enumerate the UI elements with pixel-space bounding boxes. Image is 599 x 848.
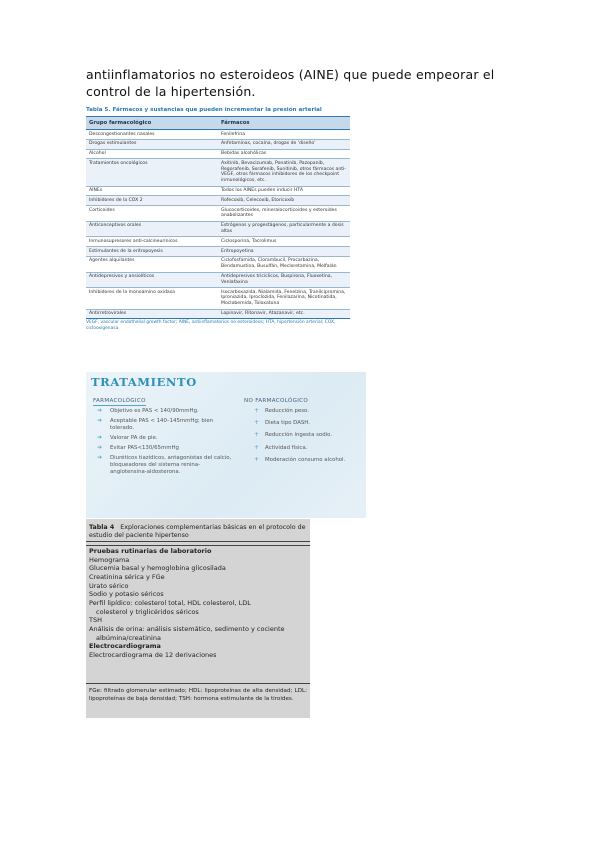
drugs-cell: Antidepresivos tricíclicos, Buspirona, Fluoxetina, Venlafaxina [218, 272, 350, 288]
list-item [94, 445, 234, 452]
drugs-cell: Isocarboxazida, Nialamida, Fenelzina, Tranilcipromina, Iproniazida, Iproclozida, Fenilazarina, Nicotinatida, Moclobemida, Toloxatona [218, 288, 350, 309]
divider [86, 683, 310, 684]
group-cell: Agentes alquilantes [86, 256, 218, 272]
drugs-cell: Ciclofosfamida, Clorambucil, Procarbazina, Bendamustina, Busulfán, Mecloretamina, Melfalán [218, 256, 350, 272]
drugs-cell: Estrógenos y progestágenos, particularmente a dosis altas [218, 221, 350, 237]
treatment-title: TRATAMIENTO [91, 375, 197, 389]
list-item-text: Moderación consumo alcohol. [265, 456, 346, 463]
exams-table-footnote: FGe: filtrado glomerular estimado; HDL: lipoproteínas de alta densidad; LDL: lipoproteínas de baja densidad; TSH: hormona estimulante de la tiroides. [89, 688, 307, 702]
pharmacological-heading: FARMACOLÓGICO [93, 398, 146, 404]
table-row [86, 196, 350, 206]
drugs-cell: Anfetaminas, cocaína, drogas de 'diseño' [218, 139, 350, 149]
plus-bullet-icon: + [254, 443, 260, 451]
non-pharmacological-list [254, 408, 364, 469]
list-item-text: Evitar PAS<130/65mmHg [110, 445, 179, 452]
list-item-text: Aceptable PAS < 140–145mmHg; bien tolerado. [110, 418, 214, 431]
list-item [254, 420, 364, 427]
pharmacological-list [94, 408, 234, 479]
drug-table-header-group: Grupo farmacológico [86, 117, 218, 130]
group-cell: Inhibidores de la COX 2 [86, 196, 218, 206]
arrow-bullet-icon: ➔ [97, 417, 103, 425]
list-item [94, 435, 234, 442]
exams-table-label: Tabla 4 [89, 524, 115, 531]
table-row [86, 186, 350, 196]
exams-table-body [89, 547, 307, 660]
list-item: TSH [89, 616, 102, 625]
drugs-cell: Rofecoxib, Celecoxib, Etoricoxib [218, 196, 350, 206]
list-item-text: Actividad física. [265, 444, 308, 451]
treatment-panel [86, 372, 366, 518]
list-item [254, 457, 364, 464]
table-row [86, 288, 350, 309]
drug-table-footnote: VEGF, vascular endothelial growth factor; AINE, antiinflamatorios no esteroideos; HTA, hipertensión arterial; COX, ciclooxigenasa. [86, 320, 336, 332]
group-cell: Corticoides [86, 206, 218, 222]
list-item: albúmina/creatinina [96, 633, 161, 642]
list-item-text: Objetivo es PAS < 140/90mmHg. [110, 408, 199, 414]
group-cell: Inmunosupresores anti-calcineurínicos [86, 237, 218, 247]
table-row [86, 256, 350, 272]
section-heading: Electrocardiograma [89, 642, 161, 651]
group-cell: Estimulantes de la eritropoyesis [86, 247, 218, 257]
table-row [86, 221, 350, 237]
list-item [254, 432, 364, 439]
list-item-text: Dieta tipo DASH. [265, 420, 310, 427]
group-cell: Antidepresivos y ansiolíticos [86, 272, 218, 288]
table-row [86, 130, 350, 140]
table-row [86, 159, 350, 186]
group-cell: Descongestionantes nasales [86, 130, 218, 140]
divider [86, 541, 310, 542]
drugs-cell: Glucocorticoides, mineralocorticoides y esteroides anabolizantes [218, 206, 350, 222]
arrow-bullet-icon: ➔ [97, 454, 103, 462]
exams-table-caption [89, 524, 307, 540]
intro-paragraph: antiinflamatorios no esteroideos (AINE) que puede empeorar el control de la hipertensión. [86, 67, 495, 99]
plus-bullet-icon: + [254, 419, 260, 427]
arrow-bullet-icon: ➔ [97, 407, 103, 414]
plus-bullet-icon: + [254, 431, 260, 439]
drugs-cell: Lopinavir, Ritonavir, Atazanavir, etc. [218, 309, 350, 319]
drugs-cell: Eritropoyetina [218, 247, 350, 257]
divider [86, 545, 310, 546]
arrow-bullet-icon: ➔ [97, 444, 103, 452]
drugs-cell: Todos los AINEs pueden inducir HTA [218, 186, 350, 196]
list-item: Hemograma [89, 555, 130, 564]
list-item-text: Diuréticos tiazídicos, antagonistas del calcio, bloqueadores del sistema renina-angiotensina-aldosterona. [110, 455, 232, 475]
list-item [94, 408, 234, 415]
list-item: Glucemia basal y hemoglobina glicosilada [89, 564, 226, 573]
list-item [254, 445, 364, 452]
list-item [254, 408, 364, 415]
group-cell: Drogas estimulantes [86, 139, 218, 149]
table-row [86, 309, 350, 319]
table-row [86, 139, 350, 149]
group-cell: Inhibidores de la monoamino oxidasa [86, 288, 218, 309]
plus-bullet-icon: + [254, 455, 260, 463]
list-item: Perfil lipídico: colesterol total, HDL colesterol, LDL [89, 598, 251, 607]
drug-table [86, 104, 350, 332]
drugs-cell: Bebidas alcohólicas [218, 149, 350, 159]
group-cell: Antirretrovirales [86, 309, 218, 319]
list-item: Sodio y potasio séricos [89, 590, 164, 599]
list-item: Creatinina sérica y FGe [89, 572, 165, 581]
group-cell: Alcohol [86, 149, 218, 159]
list-item-text: Reducción ingesta sodio. [265, 432, 333, 439]
drugs-cell: Ciclosporina, Tacrolimus [218, 237, 350, 247]
list-item-text: Reducción peso. [265, 408, 309, 414]
list-item: Análisis de orina: análisis sistemático, sedimento y cociente [89, 624, 285, 633]
drug-table-caption: Tabla 5. Fármacos y sustancias que pueden incrementar la presión arterial [86, 107, 322, 113]
table-row [86, 272, 350, 288]
table-row [86, 206, 350, 222]
table-row [86, 149, 350, 159]
table-row [86, 247, 350, 257]
drug-table-header-drugs: Fármacos [218, 117, 350, 130]
list-item [94, 418, 234, 431]
list-item: colesterol y triglicéridos séricos [96, 607, 199, 616]
list-item [94, 455, 234, 475]
drug-table-grid [86, 116, 350, 319]
exams-table [86, 519, 310, 718]
list-item-text: Valorar PA de pie. [110, 434, 158, 441]
plus-bullet-icon: + [254, 407, 260, 414]
section-heading: Pruebas rutinarias de laboratorio [89, 547, 212, 555]
list-item: Urato sérico [89, 581, 129, 590]
list-item: Electrocardiograma de 12 derivaciones [89, 650, 217, 659]
table-row [86, 237, 350, 247]
drugs-cell: Axitinib, Bevacizumab, Ponatinib, Pazopanib, Regorafenib, Sorafenib, Sunitinib, otros fármacos anti-VEGF, otros fármacos inhibidores de los checkpoint inmunológicos, etc. [218, 159, 350, 186]
group-cell: AINEs [86, 186, 218, 196]
non-pharmacological-heading: NO FARMACOLÓGICO [244, 398, 309, 404]
group-cell: Anticonceptivos orales [86, 221, 218, 237]
arrow-bullet-icon: ➔ [97, 433, 103, 441]
drugs-cell: Fenilefrina [218, 130, 350, 140]
group-cell: Tratamientos oncológicos [86, 159, 218, 186]
exams-table-caption-text: Exploraciones complementarias básicas en el protocolo de estudio del paciente hipertenso [89, 524, 306, 540]
